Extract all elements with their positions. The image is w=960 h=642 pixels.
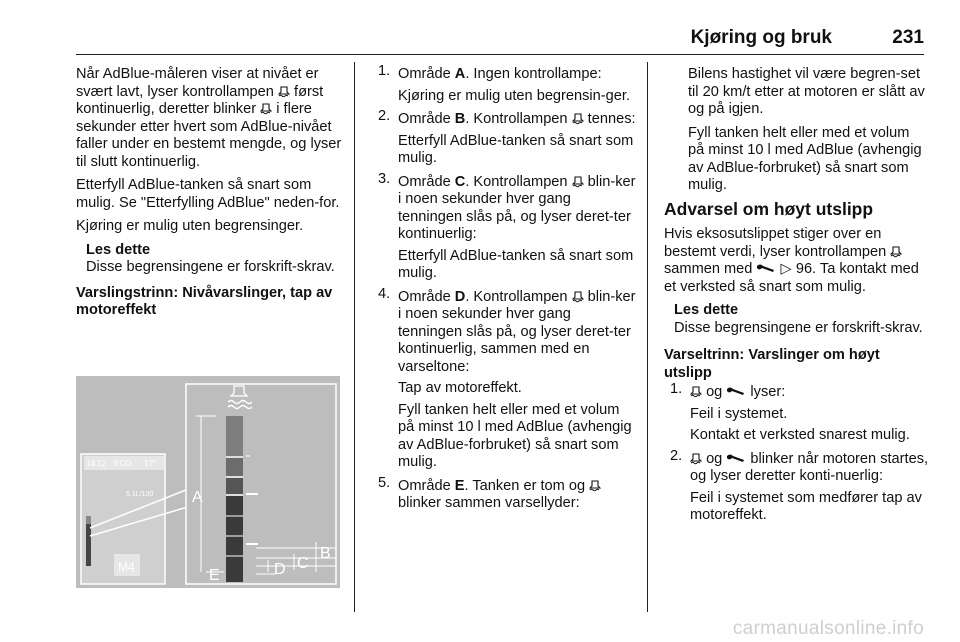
list-number: 2. (670, 447, 683, 464)
emission-paragraph: Hvis eksosutslippet stiger over en bestemt verdi, lyser kontrollampen sammen med ▷ 96. Ta kontakt med et verksted så snart som mulig. (664, 226, 919, 295)
zone-list (378, 63, 638, 513)
zone-label-c: C (297, 555, 309, 572)
adblue-gauge-illustration (76, 376, 340, 588)
zone-letter: B (454, 111, 466, 127)
zone-label-b: B (320, 545, 331, 562)
column-divider-1 (354, 62, 355, 612)
zone-item (378, 108, 638, 168)
zone-label-a: A (192, 489, 203, 506)
zone-detail: Kjøring er mulig uten begrensin-ger. (398, 87, 630, 104)
adblue-warning-icon (278, 85, 290, 98)
adblue-warning-icon (690, 452, 702, 465)
adblue-warning-icon (572, 112, 584, 125)
adblue-warning-icon (572, 290, 584, 303)
lcd-range: 5.1L/100 (126, 491, 154, 498)
column-divider-2 (647, 62, 648, 612)
note-box (664, 302, 929, 337)
emission-warning-heading: Advarsel om høyt utslipp (664, 198, 874, 219)
lcd-gear: M4 (118, 560, 135, 574)
emission-stage-subheading: Varseltrinn: Varslinger om høyt utslipp (664, 347, 880, 381)
page-ref-icon: ▷ (780, 261, 792, 277)
emission-item (670, 447, 929, 525)
watermark: carmanualsonline.info (732, 618, 924, 639)
zone-detail: Etterfyll AdBlue-tanken så snart som mulig. (398, 132, 634, 166)
zone-label-e: E (209, 567, 220, 584)
driving-paragraph: Kjøring er mulig uten begrensinger. (76, 218, 304, 234)
emission-list (664, 381, 929, 525)
wrench-icon (726, 451, 746, 461)
middle-column (378, 63, 638, 519)
list-number: 1. (670, 381, 683, 397)
list-number: 3. (378, 170, 391, 187)
zone-line: Område D. Kontrollampen blin-ker i noen sekunder hver gang tenningen slås på, og lyser deret-ter kontinuerlig, sammen med en varseltone: (398, 288, 636, 375)
emission-line: og lyser: (690, 384, 929, 402)
page-section-title: Kjøring og bruk (690, 27, 832, 48)
zone-line: Område C. Kontrollampen blin-ker i noen sekunder hver gang tenningen slås på, og lyser deret-ter kontinuerlig: (398, 173, 636, 242)
emission-detail: Feil i systemet. (690, 405, 788, 422)
lcd-mode: ECO (114, 459, 132, 468)
note-title: Les dette (86, 241, 151, 258)
note-text: Disse begrensingene er forskrift-skrav. (674, 319, 923, 336)
zone-line: Område B. Kontrollampen tennes: (398, 111, 636, 127)
page-number: 231 (892, 27, 924, 48)
zone-line: Område E. Tanken er tom og blinker sammen varsellyder: (398, 478, 638, 513)
emission-detail: Kontakt et verksted snarest mulig. (690, 427, 910, 443)
fill-tank-paragraph: Fyll tanken helt eller med et volum på minst 10 l med AdBlue (avhengig av AdBlue-forbruket) så snart som mulig. (688, 124, 922, 193)
adblue-warning-icon (589, 479, 601, 492)
emission-line: og blinker når motoren startes, og lyser deretter konti-nuerlig: (690, 450, 929, 484)
zone-detail: Tap av motoreffekt. (398, 380, 522, 396)
list-number: 2. (378, 108, 391, 124)
speed-limit-paragraph: Bilens hastighet vil være begren-set til 20 km/t etter at motoren er slått av og på igjen. (688, 66, 925, 117)
adblue-warning-icon (890, 245, 902, 258)
zone-line: Område A. Ingen kontrollampe: (398, 66, 602, 82)
zone-item (378, 63, 638, 105)
right-column (664, 66, 929, 531)
left-column (76, 66, 344, 320)
header-divider (76, 54, 924, 55)
lcd-temp: 17° (144, 459, 157, 468)
adblue-warning-icon (690, 385, 702, 398)
zone-label-d: D (274, 561, 286, 578)
list-number: 5. (378, 474, 391, 491)
warning-stage-subheading: Varslingstrinn: Nivåvarslinger, tap av motoreffekt (76, 284, 333, 318)
wrench-icon (726, 384, 746, 394)
zone-detail: Etterfyll AdBlue-tanken så snart som mulig. (398, 247, 634, 281)
refill-paragraph: Etterfyll AdBlue-tanken så snart som mulig. Se "Etterfylling AdBlue" neden-for. (76, 177, 340, 211)
list-number: 1. (378, 63, 391, 79)
note-box (76, 242, 344, 277)
zone-letter: E (454, 477, 465, 494)
zone-letter: D (454, 288, 466, 305)
zone-letter: C (454, 173, 466, 190)
zone-detail: Fyll tanken helt eller med et volum på minst 10 l med AdBlue (avhengig av AdBlue-forbruket) så snart som mulig. (398, 401, 632, 470)
zone-item (378, 170, 638, 283)
lcd-time: 14:12 (86, 459, 107, 468)
adblue-warning-icon (260, 102, 272, 115)
zone-item (378, 474, 638, 513)
adblue-warning-icon (572, 175, 584, 188)
zone-letter: A (454, 66, 466, 82)
note-text: Disse begrensingene er forskrift-skrav. (86, 259, 335, 275)
note-title: Les dette (674, 302, 739, 318)
wrench-icon (756, 261, 776, 271)
list-number: 4. (378, 285, 391, 302)
emission-detail: Feil i systemet som medfører tap av motoreffekt. (690, 489, 922, 523)
adblue-level-paragraph: Når AdBlue-måleren viser at nivået er svært lavt, lyser kontrollampen først kontinuerlig, deretter blinker i flere sekunder etter hvert som AdBlue-nivået faller under en bestemt mengde, og lyser til slutt kontinuerlig. (76, 66, 342, 170)
zone-item (378, 285, 638, 472)
emission-item (670, 381, 929, 445)
